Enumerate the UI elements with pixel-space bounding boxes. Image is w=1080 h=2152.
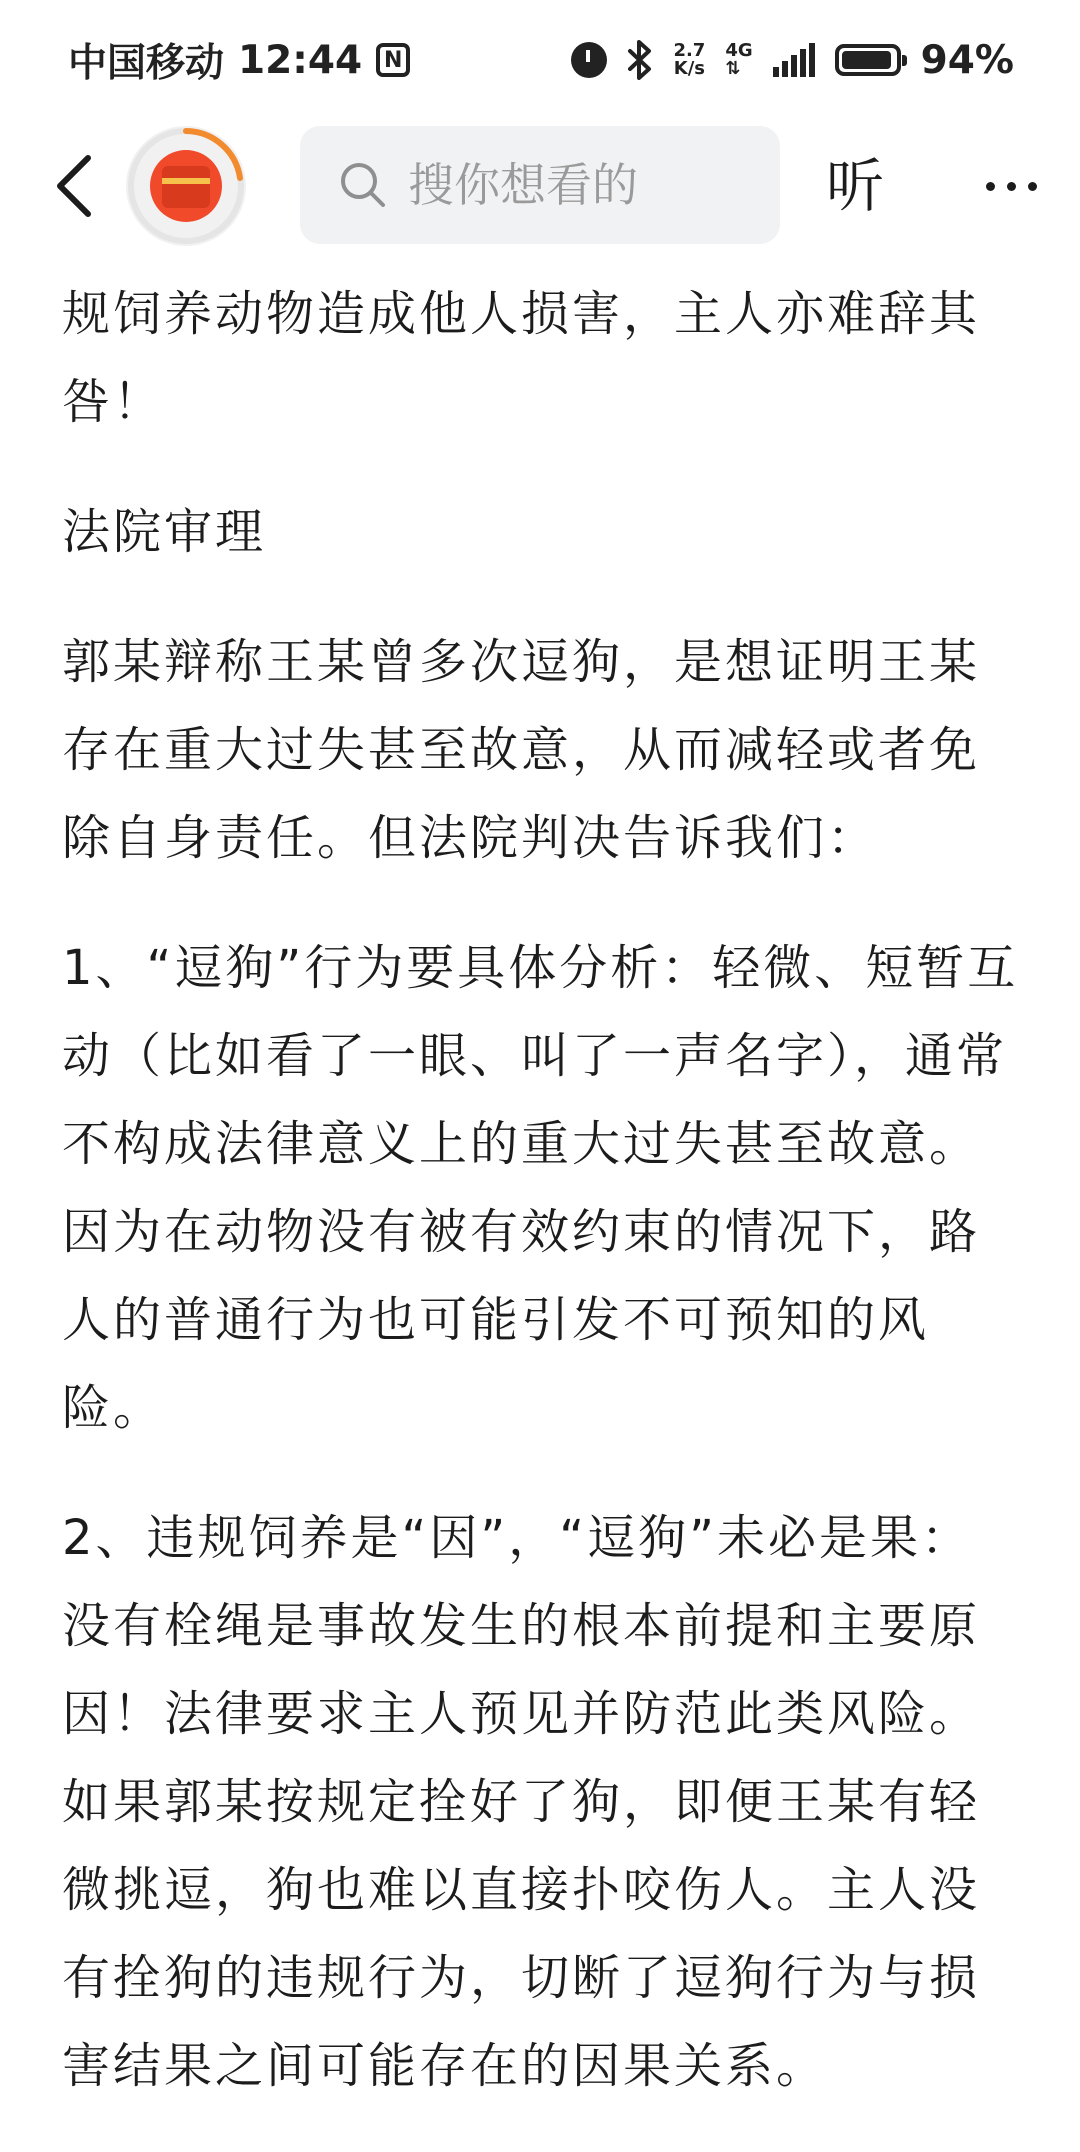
article-paragraph: 2、违规饲养是“因”，“逗狗”未必是果：没有栓绳是事故发生的根本前提和主要原因！法律要求主人预见并防范此类风险。如果郭某按规定拴好了狗，即便王某有轻微挑逗，狗也难以直接扑咬伤人。主人没有拴狗的违规行为，切断了逗狗行为与损害结果之间可能存在的因果关系。 xyxy=(62,1510,981,2094)
more-icon-dot xyxy=(986,182,995,191)
top-nav-bar xyxy=(0,120,1080,250)
battery-percent: 94% xyxy=(920,37,1014,83)
carrier-label: 中国移动 xyxy=(68,41,225,86)
battery-level-fill xyxy=(842,51,891,69)
article-body xyxy=(62,270,1022,2152)
red-envelope-avatar[interactable] xyxy=(126,126,246,246)
status-bar xyxy=(0,0,1080,120)
search-icon xyxy=(338,160,388,210)
envelope-seal xyxy=(162,178,210,184)
section-heading: 法院审理 xyxy=(62,504,267,560)
network-type-label: 4G xyxy=(725,40,753,61)
article-paragraph: 1、“逗狗”行为要具体分析：轻微、短暂互动（比如看了一眼、叫了一声名字），通常不构成法律意义上的重大过失甚至故意。因为在动物没有被有效约束的情况下，路人的普通行为也可能引发不可预知的风险。 xyxy=(62,940,1019,1436)
bluetooth-icon xyxy=(627,40,653,80)
envelope-body xyxy=(162,166,210,208)
more-icon-dot xyxy=(1007,182,1016,191)
network-speed-unit: K/s xyxy=(673,58,705,79)
network-speed xyxy=(673,42,705,78)
search-input[interactable] xyxy=(406,157,770,213)
battery-icon xyxy=(835,44,901,76)
data-arrows-icon: ⇅ xyxy=(725,58,741,79)
article-paragraph: 规饲养动物造成他人损害，主人亦难辞其咎！ xyxy=(62,286,981,430)
nfc-icon: N xyxy=(376,43,410,77)
more-options-button[interactable] xyxy=(966,146,1056,226)
article-paragraph: 郭某辩称王某曾多次逗狗，是想证明王某存在重大过失甚至故意，从而减轻或者免除自身责任。但法院判决告诉我们： xyxy=(62,634,981,866)
network-type-4g xyxy=(725,42,752,78)
back-arrow-icon xyxy=(54,154,94,218)
clock: 12:44 xyxy=(238,37,363,83)
more-icon-dot xyxy=(1028,182,1037,191)
status-right xyxy=(571,38,1014,83)
back-button[interactable] xyxy=(44,148,104,224)
listen-button[interactable]: 听 xyxy=(826,152,885,220)
search-box[interactable] xyxy=(300,126,780,244)
network-speed-value: 2.7 xyxy=(673,40,706,61)
signal-strength-icon xyxy=(773,43,815,77)
alarm-icon xyxy=(571,42,607,78)
red-envelope-icon xyxy=(150,150,222,222)
status-left xyxy=(68,32,410,88)
